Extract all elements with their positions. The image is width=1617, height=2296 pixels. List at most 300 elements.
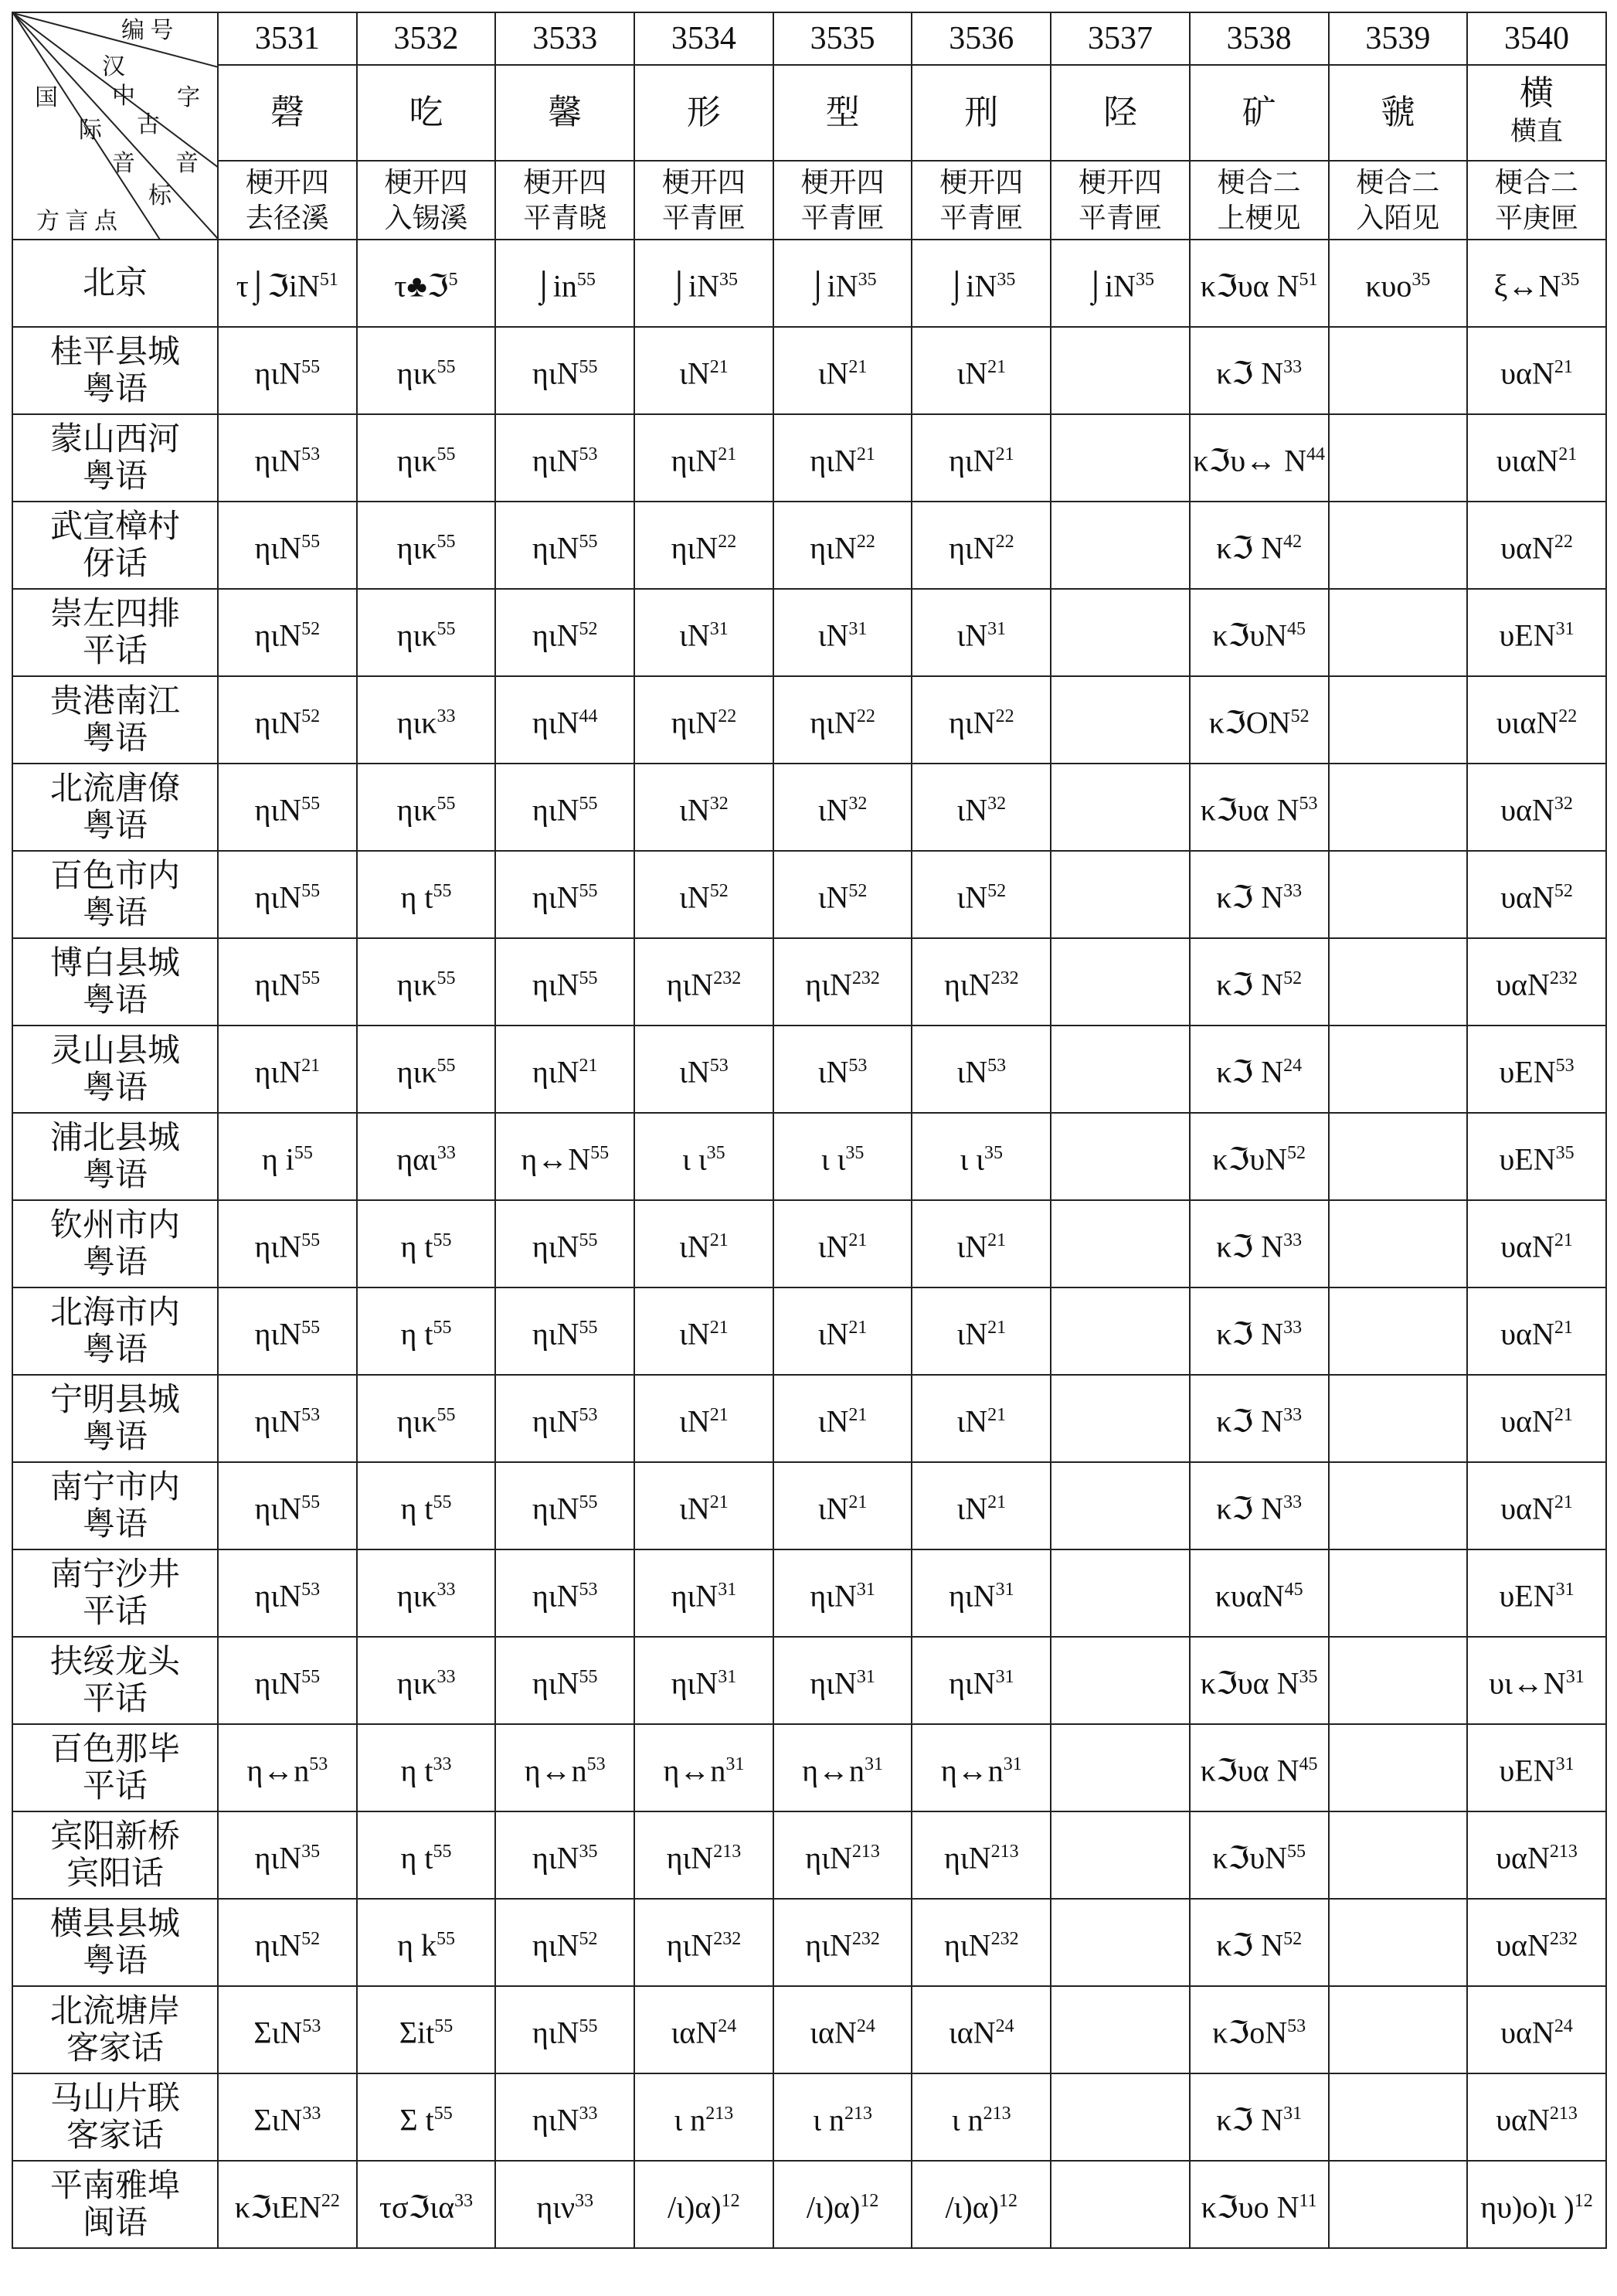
ipa-transcription: ⌡iN	[669, 268, 719, 304]
ipa-cell	[1051, 502, 1190, 589]
ipa-cell	[218, 1724, 357, 1811]
table-row	[12, 1549, 1606, 1637]
ipa-cell	[218, 1899, 357, 1986]
ipa-cell	[1051, 1986, 1190, 2073]
dialect-type: 宾阳话	[66, 1856, 164, 1892]
tone-value: 21	[856, 444, 875, 465]
ipa-cell	[634, 414, 773, 502]
ipa-cell	[1467, 851, 1606, 938]
tone-value: 31	[718, 1580, 737, 1600]
character-main: 型	[825, 94, 860, 131]
dialect-type: 粤语	[82, 720, 148, 757]
ipa-transcription: υαN	[1496, 1840, 1550, 1876]
tone-value: 55	[301, 1230, 321, 1251]
ipa-cell	[1467, 2161, 1606, 2248]
ipa-cell	[1467, 1026, 1606, 1113]
rime-tone-initial: 入陌见	[1356, 202, 1440, 233]
ipa-transcription: ηιN	[943, 1927, 991, 1963]
ipa-cell	[1467, 1200, 1606, 1287]
ipa-cell	[634, 1724, 773, 1811]
tone-value: 45	[1299, 1754, 1318, 1775]
tone-value: 55	[590, 1143, 610, 1164]
ipa-transcription: η t	[400, 1229, 433, 1264]
tone-value: 51	[319, 270, 338, 291]
tone-value: 213	[713, 1842, 742, 1862]
ipa-cell	[773, 2161, 912, 2248]
table-row	[12, 851, 1606, 938]
ipa-cell	[1190, 1113, 1329, 1200]
rime-tone-initial: 平青匣	[661, 202, 746, 233]
ipa-transcription: ηιN	[254, 617, 302, 653]
tone-value: 21	[1554, 1318, 1573, 1338]
dialect-point-cell	[12, 327, 218, 414]
ipa-cell	[773, 1986, 912, 2073]
dialect-point-cell	[12, 1724, 218, 1811]
ipa-transcription: ηιN	[532, 1578, 579, 1614]
ipa-cell	[1051, 589, 1190, 676]
ipa-cell	[773, 240, 912, 327]
ipa-cell	[634, 1986, 773, 2073]
dialect-point-cell	[12, 414, 218, 502]
rime-cell	[634, 161, 773, 240]
tone-value: 53	[987, 1056, 1007, 1077]
ipa-cell	[357, 414, 496, 502]
ipa-cell	[634, 1899, 773, 1986]
character-cell	[1051, 65, 1190, 161]
tone-value: 12	[999, 2191, 1018, 2212]
ipa-transcription: κℑ N	[1216, 1491, 1284, 1526]
ipa-transcription: τ♣ℑ	[394, 268, 449, 304]
tone-value: 33	[1283, 357, 1303, 378]
ipa-cell	[773, 1026, 912, 1113]
tone-value: 24	[995, 2016, 1014, 2037]
ipa-cell	[912, 1899, 1051, 1986]
rime-category: 梗开四	[939, 167, 1024, 198]
ipa-transcription: η t	[400, 879, 433, 915]
label-guo: 国	[35, 85, 58, 111]
ipa-transcription: η↔n	[802, 1753, 865, 1788]
table-row	[12, 676, 1606, 764]
ipa-cell	[218, 1811, 357, 1899]
ipa-transcription: τ⌡ℑiN	[236, 268, 320, 304]
table-row	[12, 764, 1606, 851]
ipa-cell	[634, 1113, 773, 1200]
tone-value: 55	[301, 532, 321, 553]
ipa-cell	[495, 240, 634, 327]
ipa-cell	[1051, 1287, 1190, 1375]
dialect-point-cell	[12, 1637, 218, 1724]
ipa-transcription: υαN	[1500, 1229, 1554, 1264]
dialect-type: 粤语	[82, 371, 148, 407]
ipa-transcription: ιN	[817, 792, 849, 828]
tone-value: 32	[1554, 794, 1573, 815]
tone-value: 213	[990, 1842, 1019, 1862]
ipa-transcription: ιN	[817, 1229, 849, 1264]
tone-value: 31	[718, 1667, 737, 1688]
ipa-cell	[218, 2073, 357, 2161]
character-sub: 横直	[1510, 117, 1564, 146]
ipa-cell	[773, 1811, 912, 1899]
ipa-cell	[495, 1287, 634, 1375]
ipa-transcription: ηιN	[532, 879, 579, 915]
ipa-cell	[1467, 1462, 1606, 1549]
ipa-transcription: ηικ	[396, 792, 437, 828]
tone-value: 55	[576, 270, 596, 291]
ipa-transcription: ηιν	[536, 2189, 576, 2225]
ipa-transcription: ηιN	[666, 967, 714, 1002]
tone-value: 232	[990, 968, 1019, 989]
tone-value: 33	[1283, 1318, 1303, 1338]
tone-value: 213	[705, 2104, 734, 2124]
table-row	[12, 1899, 1606, 1986]
character-cell	[1467, 65, 1606, 161]
ipa-cell	[218, 2161, 357, 2248]
ipa-cell	[218, 851, 357, 938]
tone-value: 35	[301, 1842, 321, 1862]
rime-tone-initial: 平青晓	[523, 202, 607, 233]
ipa-cell	[218, 1026, 357, 1113]
tone-value: 55	[433, 1492, 452, 1513]
tone-value: 55	[434, 2016, 454, 2037]
ipa-cell	[495, 1200, 634, 1287]
ipa-cell	[1467, 1637, 1606, 1724]
dialect-location: 北流唐僚	[49, 770, 180, 807]
number-row	[12, 12, 1606, 65]
tone-value: 55	[433, 1842, 452, 1862]
rime-tone-initial: 平青匣	[800, 202, 885, 233]
ipa-cell	[912, 2161, 1051, 2248]
tone-value: 22	[321, 2191, 340, 2212]
tone-value: 21	[709, 1318, 729, 1338]
tone-value: 55	[433, 1318, 452, 1338]
ipa-cell	[495, 676, 634, 764]
ipa-cell	[1190, 938, 1329, 1026]
ipa-cell	[634, 502, 773, 589]
tone-value: 44	[1306, 444, 1326, 465]
tone-value: 33	[433, 1754, 452, 1775]
ipa-cell	[1329, 1375, 1468, 1462]
rime-cell	[1467, 161, 1606, 240]
ipa-transcription: ιαN	[948, 2015, 996, 2050]
table-row	[12, 2161, 1606, 2248]
tone-value: 31	[725, 1754, 745, 1775]
ipa-cell	[495, 1462, 634, 1549]
ipa-cell	[357, 327, 496, 414]
character-cell	[1329, 65, 1468, 161]
ipa-cell	[912, 2073, 1051, 2161]
dialect-point-cell	[12, 676, 218, 764]
tone-value: 35	[1561, 270, 1580, 291]
ipa-transcription: κℑυα N	[1200, 792, 1299, 828]
ipa-cell	[1051, 2161, 1190, 2248]
ipa-transcription: ηαι	[396, 1141, 437, 1177]
tone-value: 31	[1283, 2104, 1303, 2124]
ipa-cell	[218, 240, 357, 327]
tone-value: 24	[1554, 2016, 1573, 2037]
ipa-cell	[218, 676, 357, 764]
ipa-transcription: ηιN	[532, 967, 579, 1002]
ipa-cell	[495, 1811, 634, 1899]
ipa-transcription: ⌡in	[534, 268, 577, 304]
ipa-cell	[773, 1637, 912, 1724]
tone-value: 55	[437, 619, 456, 640]
tone-value: 21	[987, 1492, 1007, 1513]
ipa-cell	[912, 589, 1051, 676]
ipa-transcription: ⌡iN	[947, 268, 997, 304]
tone-value: 22	[856, 532, 875, 553]
ipa-transcription: υEN	[1499, 1578, 1556, 1614]
tone-value: 55	[433, 2104, 453, 2124]
ipa-cell	[1329, 676, 1468, 764]
dialect-point-cell	[12, 502, 218, 589]
ipa-cell	[1467, 2073, 1606, 2161]
ipa-cell	[1051, 327, 1190, 414]
dialect-point-cell	[12, 938, 218, 1026]
tone-value: 55	[436, 1929, 455, 1950]
tone-value: 31	[1555, 1754, 1575, 1775]
ipa-cell	[1051, 1462, 1190, 1549]
ipa-cell	[912, 1026, 1051, 1113]
character-row	[12, 65, 1606, 161]
ipa-cell	[1329, 1200, 1468, 1287]
ipa-cell	[1329, 764, 1468, 851]
ipa-cell	[357, 1462, 496, 1549]
ipa-transcription: ηικ	[396, 617, 437, 653]
ipa-cell	[1190, 1724, 1329, 1811]
ipa-cell	[912, 1200, 1051, 1287]
tone-value: 55	[301, 1492, 321, 1513]
dialect-point-cell	[12, 1899, 218, 1986]
ipa-transcription: ηιN	[948, 1578, 996, 1614]
ipa-transcription: ηιN	[532, 530, 579, 566]
dialect-type: 粤语	[82, 1419, 148, 1455]
ipa-cell	[495, 502, 634, 589]
table-row	[12, 1637, 1606, 1724]
ipa-cell	[495, 2073, 634, 2161]
ipa-transcription: κℑυN	[1212, 617, 1288, 653]
ipa-transcription: κℑ N	[1216, 967, 1284, 1002]
tone-value: 53	[302, 2016, 321, 2037]
ipa-cell	[1190, 1811, 1329, 1899]
ipa-transcription: ιαN	[671, 2015, 718, 2050]
rime-cell	[1051, 161, 1190, 240]
ipa-transcription: κℑ N	[1216, 2102, 1284, 2138]
tone-value: 31	[1555, 619, 1575, 640]
dialect-location: 宁明县城	[49, 1382, 180, 1418]
tone-value: 53	[586, 1754, 606, 1775]
rime-row	[12, 161, 1606, 240]
ipa-cell	[912, 1986, 1051, 2073]
tone-value: 31	[995, 1580, 1014, 1600]
label-han: 汉	[102, 54, 125, 80]
tone-value: 22	[1558, 706, 1578, 727]
ipa-transcription: υαN	[1500, 355, 1554, 391]
ipa-transcription: ηιN	[810, 443, 857, 478]
ipa-transcription: /ι)α)	[945, 2189, 1000, 2225]
tone-value: 52	[1283, 1929, 1303, 1950]
ipa-cell	[1051, 764, 1190, 851]
ipa-transcription: ηιN	[532, 1665, 579, 1701]
ipa-transcription: κυο	[1365, 268, 1412, 304]
ipa-transcription: ιN	[817, 879, 849, 915]
ipa-transcription: ηιN	[532, 2102, 579, 2138]
ipa-cell	[218, 1462, 357, 1549]
header-corner-cell	[12, 12, 218, 240]
rime-cell	[218, 161, 357, 240]
ipa-transcription: τσℑια	[379, 2189, 455, 2225]
tone-value: 12	[1574, 2191, 1593, 2212]
ipa-transcription: ιN	[817, 1054, 849, 1090]
dialect-location: 博白县城	[49, 945, 180, 981]
ipa-cell	[1190, 1462, 1329, 1549]
ipa-transcription: κℑυα N	[1200, 268, 1299, 304]
ipa-cell	[495, 1113, 634, 1200]
rime-category: 梗开四	[245, 167, 329, 198]
ipa-cell	[495, 414, 634, 502]
tone-value: 31	[856, 1580, 875, 1600]
tone-value: 21	[709, 1405, 729, 1426]
ipa-cell	[1329, 414, 1468, 502]
ipa-cell	[1467, 764, 1606, 851]
ipa-transcription: ηιN	[532, 1054, 579, 1090]
ipa-cell	[634, 2161, 773, 2248]
ipa-transcription: η↔n	[246, 1753, 310, 1788]
tone-value: 24	[856, 2016, 875, 2037]
rime-cell	[1329, 161, 1468, 240]
ipa-transcription: ⌡iN	[1085, 268, 1136, 304]
dialect-point-cell	[12, 240, 218, 327]
ipa-cell	[357, 1287, 496, 1375]
tone-value: 33	[1283, 1230, 1303, 1251]
ipa-cell	[1329, 2161, 1468, 2248]
ipa-transcription: ιN	[679, 355, 710, 391]
ipa-cell	[1051, 240, 1190, 327]
ipa-transcription: ηιN	[810, 705, 857, 740]
ipa-transcription: ηιN	[254, 792, 302, 828]
tone-value: 33	[579, 2104, 598, 2124]
dialect-location: 平南雅埠	[49, 2168, 180, 2204]
ipa-cell	[1190, 240, 1329, 327]
ipa-cell	[773, 1375, 912, 1462]
tone-value: 21	[709, 1230, 729, 1251]
ipa-transcription: ι ι	[682, 1141, 707, 1177]
tone-value: 33	[1283, 881, 1303, 902]
rime-cell	[357, 161, 496, 240]
ipa-transcription: υαN	[1500, 792, 1554, 828]
dialect-type: 粤语	[82, 808, 148, 844]
ipa-transcription: ηιN	[943, 1840, 991, 1876]
tone-value: 21	[848, 1405, 868, 1426]
ipa-cell	[1467, 938, 1606, 1026]
tone-value: 52	[1283, 968, 1303, 989]
ipa-transcription: υEN	[1499, 1141, 1556, 1177]
rime-category: 梗合二	[1495, 167, 1579, 198]
ipa-cell	[1467, 1287, 1606, 1375]
character-main: 刑	[964, 94, 999, 131]
tone-value: 55	[437, 1405, 456, 1426]
dialect-location: 宾阳新桥	[49, 1818, 180, 1855]
ipa-cell	[357, 240, 496, 327]
ipa-transcription: ιN	[679, 1403, 710, 1439]
ipa-transcription: ηιN	[671, 705, 718, 740]
tone-value: 12	[721, 2191, 740, 2212]
ipa-cell	[357, 1724, 496, 1811]
character-cell	[773, 65, 912, 161]
ipa-cell	[218, 1549, 357, 1637]
table-row	[12, 1986, 1606, 2073]
tone-value: 31	[1555, 1580, 1575, 1600]
character-cell	[357, 65, 496, 161]
label-biao: 标	[148, 183, 172, 209]
tone-value: 55	[433, 1230, 452, 1251]
dialect-point-cell	[12, 1986, 218, 2073]
ipa-transcription: ηιN	[532, 1491, 579, 1526]
ipa-transcription: υEN	[1499, 1054, 1556, 1090]
ipa-cell	[1051, 1200, 1190, 1287]
rime-category: 梗开四	[523, 167, 607, 198]
ipa-cell	[495, 851, 634, 938]
ipa-cell	[1329, 327, 1468, 414]
ipa-transcription: ι n	[674, 2102, 706, 2138]
tone-value: 33	[302, 2104, 321, 2124]
rime-tone-initial: 入锡溪	[384, 202, 468, 233]
ipa-cell	[357, 1375, 496, 1462]
ipa-transcription: η t	[400, 1840, 433, 1876]
ipa-transcription: ηικ	[396, 1403, 437, 1439]
dialect-location: 蒙山西河	[49, 421, 180, 457]
ipa-transcription: ιN	[956, 355, 988, 391]
ipa-transcription: ιN	[817, 1316, 849, 1352]
tone-value: 31	[709, 619, 729, 640]
tone-value: 55	[437, 532, 456, 553]
label-zhong: 中	[112, 83, 135, 109]
ipa-cell	[357, 2073, 496, 2161]
tone-value: 21	[848, 1318, 868, 1338]
ipa-cell	[1190, 2073, 1329, 2161]
ipa-transcription: ηικ	[396, 1578, 437, 1614]
tone-value: 55	[301, 1318, 321, 1338]
tone-value: 35	[984, 1143, 1004, 1164]
tone-value: 213	[983, 2104, 1011, 2124]
ipa-cell	[1467, 1899, 1606, 1986]
tone-value: 21	[848, 1230, 868, 1251]
dialect-type: 平话	[82, 633, 148, 669]
ipa-cell	[1190, 851, 1329, 938]
ipa-transcription: ηιN	[532, 1229, 579, 1264]
dialect-point-cell	[12, 589, 218, 676]
ipa-transcription: ηικ	[396, 1665, 437, 1701]
tone-value: 53	[579, 1405, 598, 1426]
ipa-cell	[773, 764, 912, 851]
rime-category: 梗开四	[384, 167, 468, 198]
ipa-cell	[912, 1549, 1051, 1637]
ipa-transcription: υι↔N	[1489, 1665, 1566, 1701]
ipa-cell	[634, 1375, 773, 1462]
ipa-cell	[773, 676, 912, 764]
ipa-transcription: ι n	[813, 2102, 844, 2138]
ipa-transcription: ηιN	[948, 530, 996, 566]
ipa-cell	[1190, 1637, 1329, 1724]
ipa-cell	[218, 938, 357, 1026]
ipa-cell	[773, 1200, 912, 1287]
ipa-transcription: ιN	[817, 355, 849, 391]
number-cell: 3532	[357, 12, 496, 65]
ipa-cell	[357, 1200, 496, 1287]
table-row	[12, 1200, 1606, 1287]
ipa-transcription: υαN	[1500, 1316, 1554, 1352]
tone-value: 53	[301, 444, 321, 465]
ipa-transcription: ηικ	[396, 443, 437, 478]
